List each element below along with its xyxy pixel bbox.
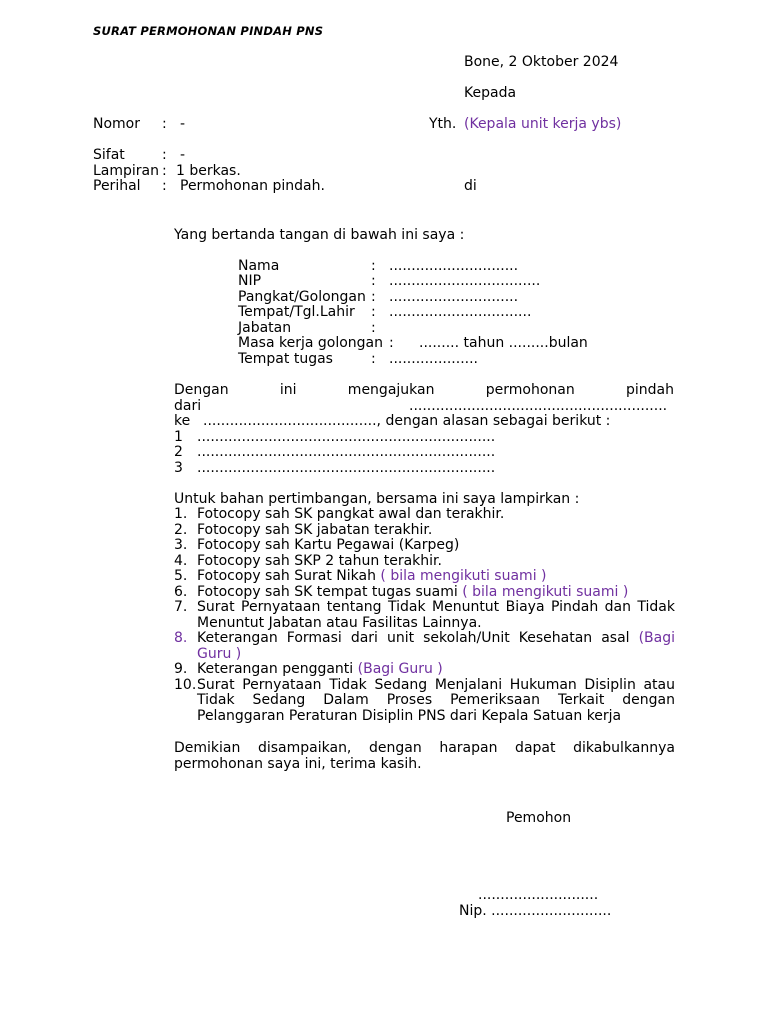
biodata-label: Tempat tugas [238, 351, 333, 367]
biodata-label: NIP [238, 273, 262, 289]
reason-text: ................................................................... [197, 429, 496, 445]
list-item [174, 523, 675, 539]
item-number: 6. [174, 583, 188, 600]
closing-paragraph: Demikian disampaikan, dengan harapan dapat dikabulkannya permohonan saya ini, terima kasih. [174, 740, 675, 772]
item-text: Fotocopy sah Kartu Pegawai (Karpeg) [197, 537, 460, 553]
item-text: Surat Pernyataan tentang Tidak Menuntut Biaya Pindah dan Tidak Menuntut Jabatan atau Fasilitas Lainnya. [197, 599, 675, 631]
biodata-value: ............................. [389, 289, 519, 305]
list-item [174, 538, 675, 554]
item-number: 5. [174, 568, 188, 584]
attachments-intro: Untuk bahan pertimbangan, bersama ini saya lampirkan : [174, 491, 580, 507]
reason-text: ................................................................... [197, 460, 496, 476]
field-colon: : [162, 116, 167, 132]
recipient: (Kepala unit kerja ybs) [464, 116, 622, 132]
list-item [174, 600, 675, 631]
biodata-value: .................... [389, 351, 479, 367]
request-dari-label: dari [174, 398, 202, 414]
request-ke-value: ......................................., dengan alasan sebagai berikut : [203, 413, 611, 429]
biodata-value: .................................. [389, 273, 541, 289]
intro-text: Yang bertanda tangan di bawah ini saya : [174, 227, 465, 243]
field-colon: : [162, 163, 167, 179]
item-number: 8. [174, 630, 188, 646]
item-note: (Bagi Guru ) [357, 661, 443, 677]
item-note: ( bila mengikuti suami ) [380, 568, 547, 584]
item-note: ( bila mengikuti suami ) [462, 583, 629, 600]
signature-name-line: ........................... [478, 887, 599, 903]
signature-nip-line: Nip. ........................... [459, 903, 612, 919]
biodata-colon: : [371, 304, 376, 320]
item-text: Keterangan pengganti [197, 661, 358, 677]
request-line: Dengan ini mengajukan permohonan pindah [174, 382, 674, 398]
biodata-value: ......... tahun .........bulan [419, 335, 588, 351]
list-item [174, 662, 675, 678]
field-label: Perihal [93, 178, 141, 194]
biodata-label: Jabatan [238, 320, 292, 336]
item-text: Fotocopy sah SK jabatan terakhir. [197, 521, 433, 538]
item-text: Keterangan Formasi dari unit sekolah/Unit Kesehatan asal [197, 630, 639, 646]
field-value: - [180, 147, 186, 163]
item-text: Fotocopy sah Surat Nikah [197, 568, 381, 584]
attachments-list [174, 507, 675, 724]
biodata-colon: : [371, 351, 376, 367]
item-number: 10. [174, 676, 197, 693]
kepada-label: Kepada [464, 85, 517, 101]
field-colon: : [162, 147, 167, 163]
field-value: - [180, 116, 186, 132]
request-dari-value: .......................................................... [409, 398, 668, 414]
list-item [174, 507, 675, 523]
field-label: Lampiran [93, 163, 160, 179]
biodata-label: Pangkat/Golongan [238, 289, 366, 305]
item-text: Fotocopy sah SK pangkat awal dan terakhir. [197, 506, 505, 522]
item-note: (Bagi Guru ) [197, 630, 675, 662]
field-label: Nomor [93, 116, 140, 132]
item-number: 7. [174, 599, 188, 615]
biodata-colon: : [371, 258, 376, 274]
list-item [174, 631, 675, 662]
biodata-label: Masa kerja golongan [238, 335, 383, 351]
item-text: Fotocopy sah SKP 2 tahun terakhir. [197, 552, 442, 569]
biodata-colon: : [389, 335, 394, 351]
field-label: Sifat [93, 147, 125, 163]
reason-number: 3 [174, 460, 183, 476]
item-text: Surat Pernyataan Tidak Sedang Menjalani Hukuman Disiplin atau Tidak Sedang Dalam Proses Pemeriksaan Terkait dengan Pelanggaran Peraturan Disiplin PNS dari Kepala Satuan kerja [197, 676, 675, 724]
list-item [174, 585, 675, 601]
item-number: 4. [174, 552, 188, 569]
request-ke-label: ke [174, 413, 191, 429]
reason-number: 1 [174, 429, 183, 445]
biodata-value: ................................ [389, 304, 532, 320]
field-colon: : [162, 178, 167, 194]
reason-text: ................................................................... [197, 444, 496, 460]
item-number: 9. [174, 661, 188, 677]
di-label: di [464, 178, 477, 194]
biodata-colon: : [371, 320, 376, 336]
document-title: SURAT PERMOHONAN PINDAH PNS [93, 24, 324, 38]
item-number: 2. [174, 521, 188, 538]
biodata-label: Tempat/Tgl.Lahir [238, 304, 355, 320]
item-text: Fotocopy sah SK tempat tugas suami [197, 583, 463, 600]
biodata-colon: : [371, 273, 376, 289]
item-number: 1. [174, 506, 188, 522]
list-item [174, 554, 675, 570]
signature-role: Pemohon [506, 810, 572, 826]
field-value: 1 berkas. [176, 163, 241, 179]
reason-number: 2 [174, 444, 183, 460]
biodata-colon: : [371, 289, 376, 305]
yth-label: Yth. [429, 116, 457, 132]
biodata-label: Nama [238, 258, 280, 274]
item-number: 3. [174, 537, 188, 553]
list-item [174, 678, 675, 725]
place-date: Bone, 2 Oktober 2024 [464, 54, 619, 70]
biodata-value: ............................. [389, 258, 519, 274]
field-value: Permohonan pindah. [180, 178, 325, 194]
list-item [174, 569, 675, 585]
